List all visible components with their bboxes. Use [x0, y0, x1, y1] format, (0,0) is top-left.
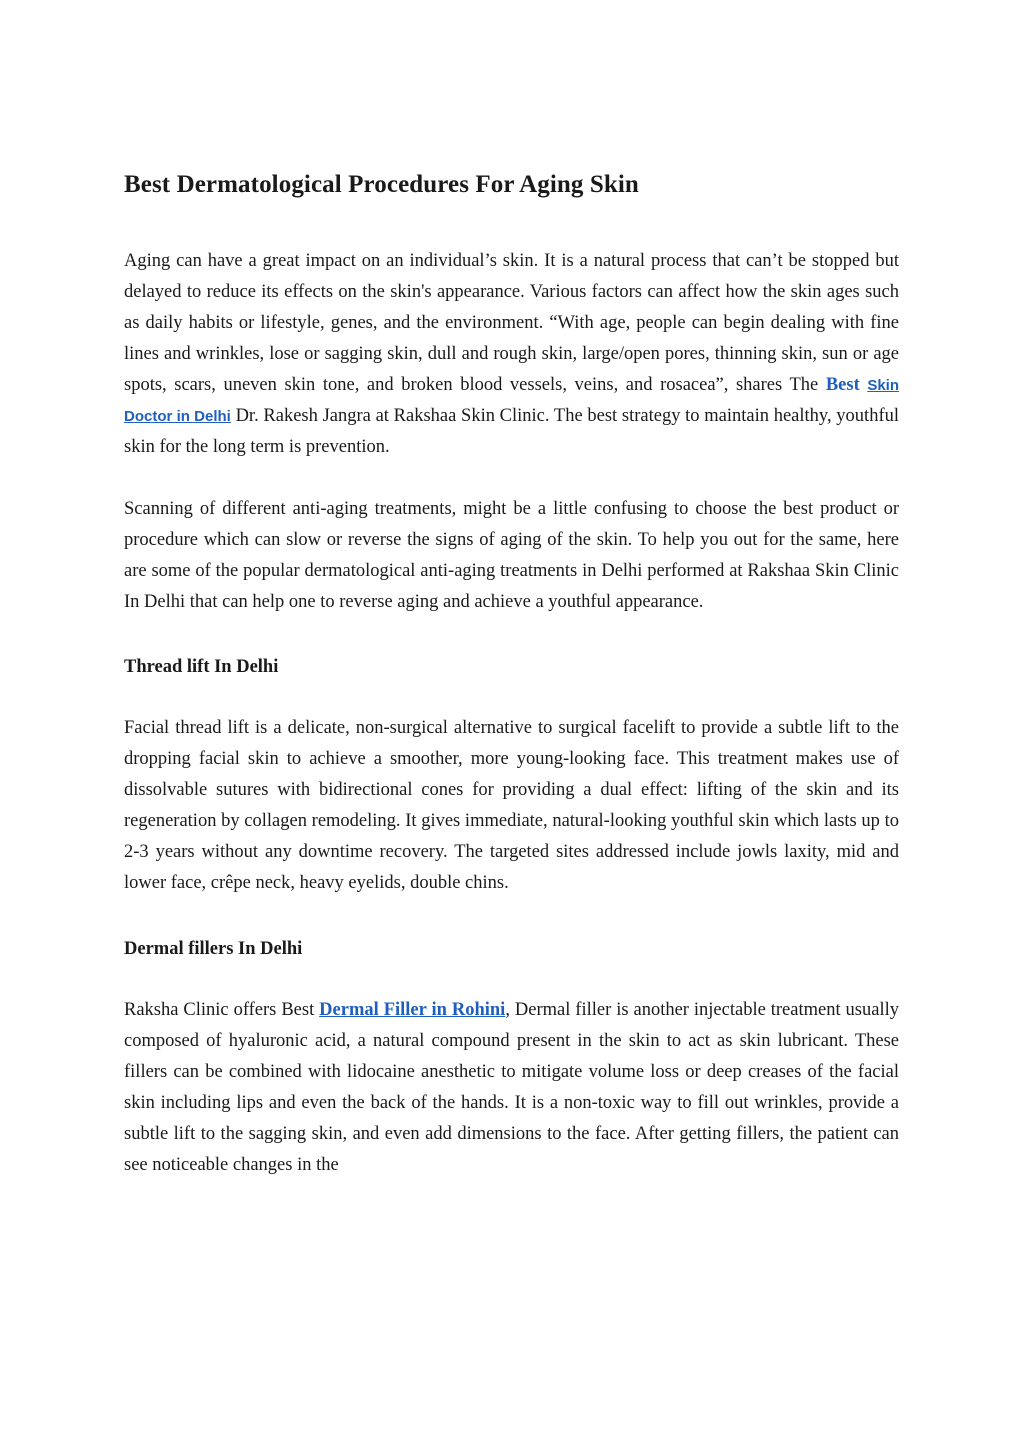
- document-page: [124, 168, 899, 1181]
- intro-paragraph: [124, 246, 899, 463]
- intro-text-before-link: Aging can have a great impact on an individual’s skin. It is a natural process that can’t be stopped but delayed to reduce its effects on the skin's appearance. Various factors can affect how the skin ages such as daily habits or lifestyle, genes, and the environment. “With age, people can begin dealing with fine lines and wrinkles, lose or sagging skin, dull and rough skin, large/open pores, thinning skin, sun or age spots, scars, uneven skin tone, and broken blood vessels, veins, and rosacea”, shares The: [124, 251, 899, 395]
- treatments-overview-paragraph: Scanning of different anti-aging treatments, might be a little confusing to choose the best product or procedure which can slow or reverse the signs of aging of the skin. To help you out for the same, here are some of the popular dermatological anti-aging treatments in Delhi performed at Rakshaa Skin Clinic In Delhi that can help one to reverse aging and achieve a youthful appearance.: [124, 499, 899, 612]
- dermal-fillers-paragraph: [124, 995, 899, 1181]
- thread-lift-heading: Thread lift In Delhi: [124, 657, 279, 677]
- page-title: Best Dermatological Procedures For Aging Skin: [124, 171, 639, 198]
- dermal-filler-rohini-link[interactable]: Dermal Filler in Rohini: [319, 1000, 506, 1020]
- dermal-fillers-heading: Dermal fillers In Delhi: [124, 939, 303, 959]
- intro-text-after-link: Dr. Rakesh Jangra at Rakshaa Skin Clinic. The best strategy to maintain healthy, youthful skin for the long term is prevention.: [124, 406, 899, 457]
- best-link-word[interactable]: Best: [825, 375, 860, 395]
- skin-doctor-link[interactable]: Skin Doctor in Delhi: [124, 377, 900, 425]
- thread-lift-paragraph: Facial thread lift is a delicate, non-surgical alternative to surgical facelift to provide a subtle lift to the dropping facial skin to achieve a smoother, more young-looking face. This treatment makes use of dissolvable sutures with bidirectional cones for providing a dual effect: lifting of the skin and its regeneration by collagen remodeling. It gives immediate, natural-looking youthful skin which lasts up to 2-3 years without any downtime recovery. The targeted sites addressed include jowls laxity, mid and lower face, crêpe neck, heavy eyelids, double chins.: [124, 718, 899, 893]
- dermal-text-before-link: Raksha Clinic offers Best: [124, 1000, 320, 1020]
- dermal-text-after-link: , Dermal filler is another injectable treatment usually composed of hyaluronic acid, a natural compound present in the skin to act as skin lubricant. These fillers can be combined with lidocaine anesthetic to mitigate volume loss or deep creases of the facial skin including lips and even the back of the hands. It is a non-toxic way to fill out wrinkles, provide a subtle lift to the sagging skin, and even add dimensions to the face. After getting fillers, the patient can see noticeable changes in the: [124, 1000, 899, 1175]
